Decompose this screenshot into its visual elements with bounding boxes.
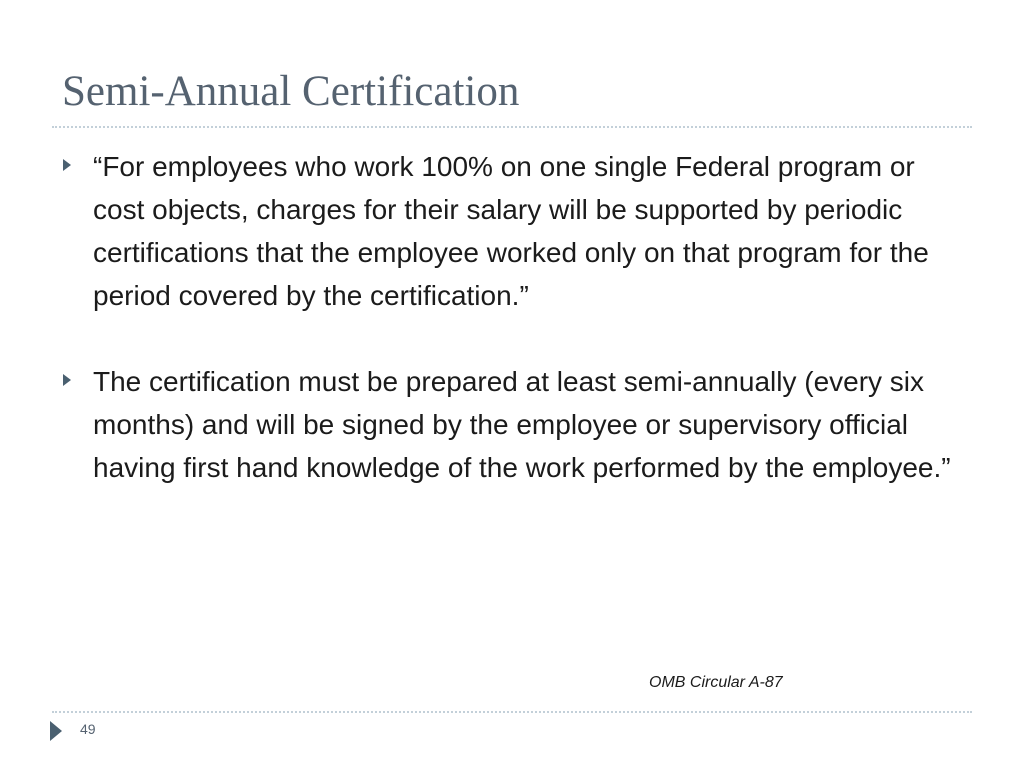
triangle-bullet-icon	[63, 159, 71, 171]
footer-divider	[52, 711, 972, 713]
bullet-item	[60, 360, 960, 489]
bullet-text: “For employees who work 100% on one single Federal program or cost objects, charges for their salary will be supported by periodic certifications that the employee worked only on that program for the period covered by the certification.”	[93, 151, 929, 311]
bullet-text: The certification must be prepared at least semi-annually (every six months) and will be signed by the employee or supervisory official having first hand knowledge of the work performed by the employee.”	[93, 366, 951, 483]
triangle-bullet-icon	[63, 374, 71, 386]
page-number: 49	[80, 721, 96, 737]
citation: OMB Circular A-87	[649, 674, 783, 691]
triangle-footer-icon	[50, 721, 62, 741]
bullet-item	[60, 145, 960, 317]
bullet-list	[60, 145, 960, 489]
title-divider	[52, 126, 972, 128]
slide-title: Semi-Annual Certification	[62, 68, 520, 115]
